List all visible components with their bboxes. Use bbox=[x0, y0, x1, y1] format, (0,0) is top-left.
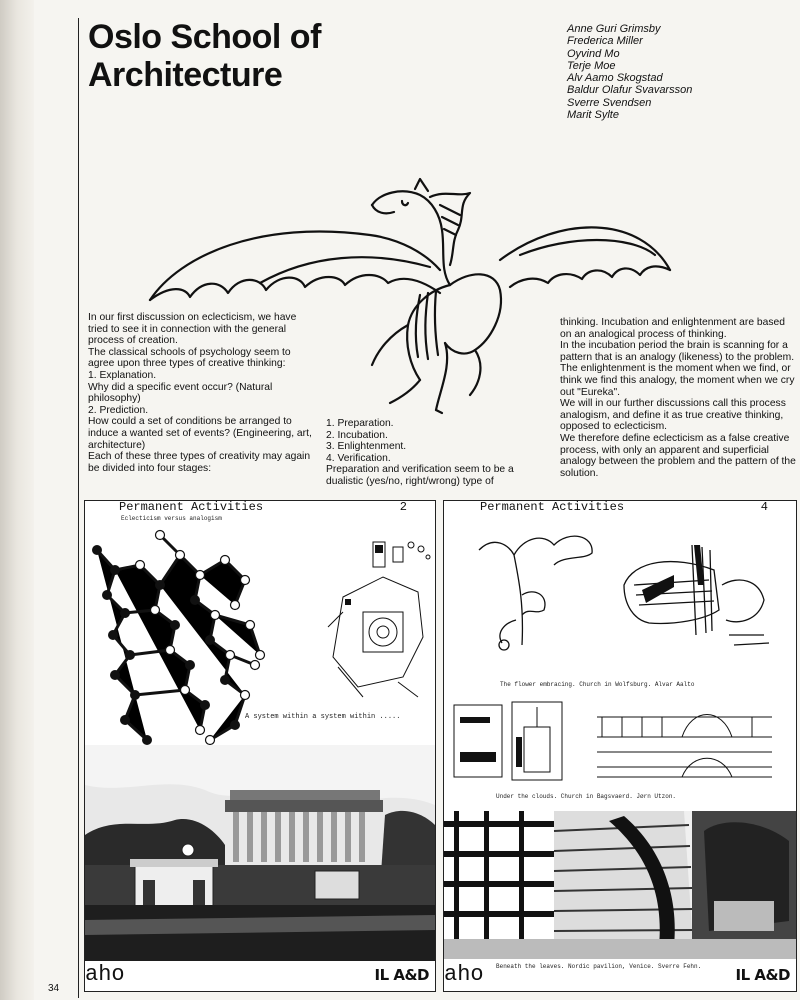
title-line-1: Oslo School of bbox=[88, 18, 321, 56]
paragraph: Each of these three types of creativity may again be divided into four stages: bbox=[88, 451, 311, 474]
site-plan-drawing bbox=[323, 537, 433, 702]
nordic-pavilion-photograph bbox=[444, 811, 796, 959]
panel-caption: Beneath the leaves. Nordic pavilion, Venice. Sverre Fehn. bbox=[496, 963, 702, 970]
paragraph: How could a set of conditions be arranged to induce a wanted set of events? (Engineering, art, architecture) bbox=[88, 416, 312, 451]
paragraph: Preparation and verification seem to be a dualistic (yes/no, right/wrong) type of bbox=[326, 464, 514, 487]
panel-permanent-activities-2 bbox=[84, 500, 436, 992]
text-column-3 bbox=[560, 317, 796, 479]
paragraph: 4. Verification. bbox=[326, 452, 391, 464]
author: Alv Aamo Skogstad bbox=[567, 72, 663, 85]
page-title bbox=[88, 18, 388, 94]
panel-title: Permanent Activities bbox=[480, 500, 625, 514]
book-spine-shadow bbox=[0, 0, 34, 1000]
paragraph: 1. Explanation. bbox=[88, 369, 157, 381]
panel-permanent-activities-4 bbox=[443, 500, 797, 992]
page-number: 34 bbox=[48, 983, 60, 994]
panel-subtitle: Eclecticism versus analogism bbox=[121, 515, 222, 522]
margin-rule bbox=[78, 18, 79, 998]
panel-number: 4 bbox=[760, 500, 768, 514]
author: Marit Sylte bbox=[567, 109, 619, 122]
aho-logo: aho bbox=[444, 962, 484, 987]
panel-number: 2 bbox=[399, 500, 407, 514]
author: Anne Guri Grimsby bbox=[567, 23, 661, 35]
author: Oyvind Mo bbox=[567, 47, 620, 60]
temple-photograph bbox=[85, 745, 435, 961]
panel-caption: A system within a system within ..... bbox=[245, 713, 401, 721]
panel-caption: The flower embracing. Church in Wolfsburg. Alvar Aalto bbox=[500, 681, 695, 688]
paragraph: In our first discussion on eclecticism, we have tried to see it in connection with the general process of creation. bbox=[88, 312, 297, 347]
panel-header bbox=[85, 501, 435, 515]
paragraph: 1. Preparation. bbox=[326, 418, 394, 429]
panel-caption: Under the clouds. Church in Bagsvaerd. Jørn Utzon. bbox=[496, 793, 677, 800]
paragraph: 2. Prediction. bbox=[88, 404, 149, 416]
ila-d-logo: IL A&D bbox=[374, 966, 429, 984]
ila-d-logo: IL A&D bbox=[735, 966, 790, 984]
author: Terje Moe bbox=[567, 59, 616, 72]
paragraph: We therefore define eclecticism as a false creative process, with only an apparent and superficial analogy between the problem and the pattern of the solution. bbox=[560, 432, 796, 479]
author-list bbox=[567, 23, 692, 121]
author: Baldur Olafur Svavarsson bbox=[567, 84, 693, 97]
aho-logo: aho bbox=[85, 962, 125, 987]
paragraph: 2. Incubation. bbox=[326, 429, 388, 441]
paragraph: Why did a specific event occur? (Natural philosophy) bbox=[88, 381, 273, 405]
paragraph: The classical schools of psychology seem to agree upon three types of creative thinking: bbox=[88, 346, 291, 370]
text-column-1 bbox=[88, 312, 313, 474]
author: Sverre Svendsen bbox=[567, 96, 652, 109]
paragraph: 3. Enlightenment. bbox=[326, 441, 407, 453]
flower-church-sketch bbox=[474, 525, 774, 665]
panel-title: Permanent Activities bbox=[119, 500, 264, 514]
title-line-2: Architecture bbox=[88, 56, 283, 94]
paragraph: In the incubation period the brain is scanning for a pattern that is an analogy (likeness) to the problem. The enlightenment is the moment when we find, or think we find this analogy, the moment when we cry out "Eureka". bbox=[560, 340, 795, 398]
paragraph: thinking. Incubation and enlightenment are based on an analogical process of thinking. bbox=[560, 317, 785, 340]
paragraph: We will in our further discussions call this process analogism, and define it as true creative thinking, opposed to eclecticism. bbox=[560, 398, 786, 433]
author: Frederica Miller bbox=[567, 35, 643, 48]
church-section-drawings bbox=[452, 697, 782, 787]
panel-header bbox=[444, 501, 796, 515]
text-column-2 bbox=[326, 418, 548, 488]
